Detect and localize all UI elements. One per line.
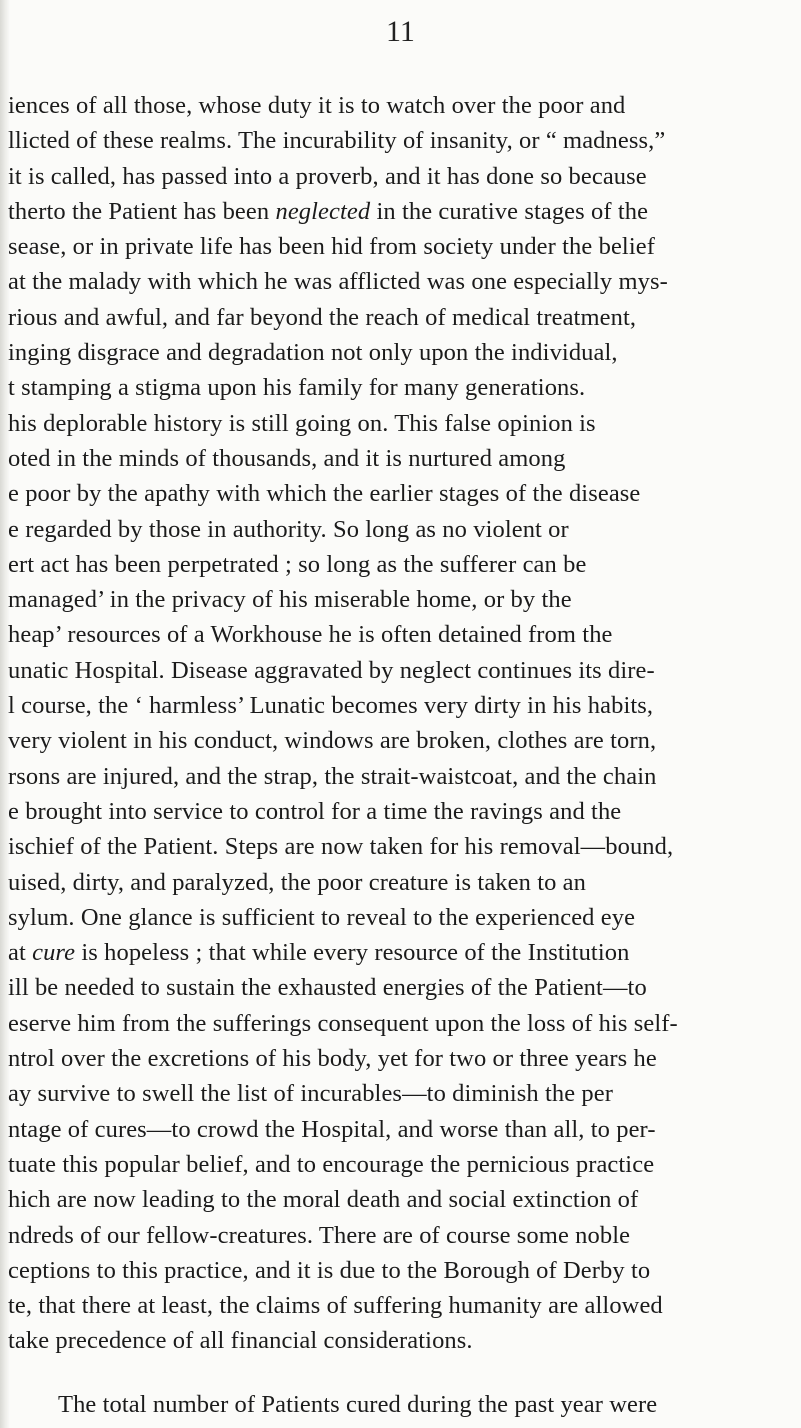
text-line: heap’ resources of a Workhouse he is often detained from the bbox=[8, 621, 613, 649]
text-segment: is hopeless ; that while every resource of the Institution bbox=[75, 939, 630, 967]
text-line: sylum. One glance is sufficient to reveal to the experienced eye bbox=[8, 903, 636, 931]
text-line: managed’ in the privacy of his miserable home, or by the bbox=[8, 586, 572, 614]
text-line: ischief of the Patient. Steps are now taken for his removal—bound, bbox=[8, 833, 674, 861]
text-segment: in the curative stages of the bbox=[370, 197, 649, 225]
text-segment: at bbox=[8, 939, 33, 967]
text-line: unatic Hospital. Disease aggravated by neglect continues its dire- bbox=[8, 656, 655, 684]
text-line bbox=[8, 194, 798, 229]
text-line: ntage of cures—to crowd the Hospital, and worse than all, to per- bbox=[8, 1115, 656, 1143]
text-line: it is called, has passed into a proverb, and it has done so because bbox=[8, 162, 647, 190]
text-line: his deplorable history is still going on. This false opinion is bbox=[8, 409, 596, 437]
text-line: tuate this popular belief, and to encourage the pernicious practice bbox=[8, 1150, 655, 1178]
text-line: e brought into service to control for a time the ravings and the bbox=[8, 797, 622, 825]
body-text bbox=[8, 88, 798, 1422]
text-line: ntrol over the excretions of his body, yet for two or three years he bbox=[8, 1045, 657, 1073]
text-line: e poor by the apathy with which the earlier stages of the disease bbox=[8, 480, 641, 508]
text-line: t stamping a stigma upon his family for many generations. bbox=[8, 374, 586, 402]
text-line: ert act has been perpetrated ; so long as the sufferer can be bbox=[8, 550, 587, 578]
text-line bbox=[8, 935, 798, 970]
text-line: rsons are injured, and the strap, the strait-waistcoat, and the chain bbox=[8, 762, 657, 790]
text-line: l course, the ‘ harmless’ Lunatic becomes very dirty in his habits, bbox=[8, 692, 654, 720]
text-line: inging disgrace and degradation not only upon the individual, bbox=[8, 339, 618, 367]
text-line: ceptions to this practice, and it is due to the Borough of Derby to bbox=[8, 1256, 651, 1284]
italic-emphasis: cure bbox=[32, 939, 76, 967]
text-line: ay survive to swell the list of incurables—to diminish the per bbox=[8, 1080, 613, 1108]
text-line: The total number of Patients cured during the past year were bbox=[58, 1390, 658, 1418]
text-line: take precedence of all financial considerations. bbox=[8, 1327, 473, 1355]
italic-emphasis: neglected bbox=[275, 197, 371, 225]
text-line: te, that there at least, the claims of suffering humanity are allowed bbox=[8, 1292, 663, 1320]
text-line: uised, dirty, and paralyzed, the poor creature is taken to an bbox=[8, 868, 586, 896]
text-line: ill be needed to sustain the exhausted energies of the Patient—to bbox=[8, 974, 647, 1002]
text-line: ndreds of our fellow-creatures. There are of course some noble bbox=[8, 1221, 631, 1249]
text-line: e regarded by those in authority. So long as no violent or bbox=[8, 515, 569, 543]
text-segment: therto the Patient has been bbox=[8, 197, 276, 225]
text-line: very violent in his conduct, windows are broken, clothes are torn, bbox=[8, 727, 657, 755]
text-line: iences of all those, whose duty it is to watch over the poor and bbox=[8, 92, 626, 119]
text-line: at the malady with which he was afflicted was one especially mys- bbox=[8, 268, 668, 296]
text-line: eserve him from the sufferings consequent upon the loss of his self- bbox=[8, 1009, 678, 1037]
page-number: 11 bbox=[386, 15, 415, 48]
text-line: hich are now leading to the moral death and social extinction of bbox=[8, 1186, 639, 1214]
text-line: rious and awful, and far beyond the reach of medical treatment, bbox=[8, 303, 637, 331]
text-line: sease, or in private life has been hid from society under the belief bbox=[8, 233, 655, 261]
text-line: llicted of these realms. The incurability of insanity, or “ madness,” bbox=[8, 127, 666, 155]
text-line: oted in the minds of thousands, and it is nurtured among bbox=[8, 444, 566, 472]
